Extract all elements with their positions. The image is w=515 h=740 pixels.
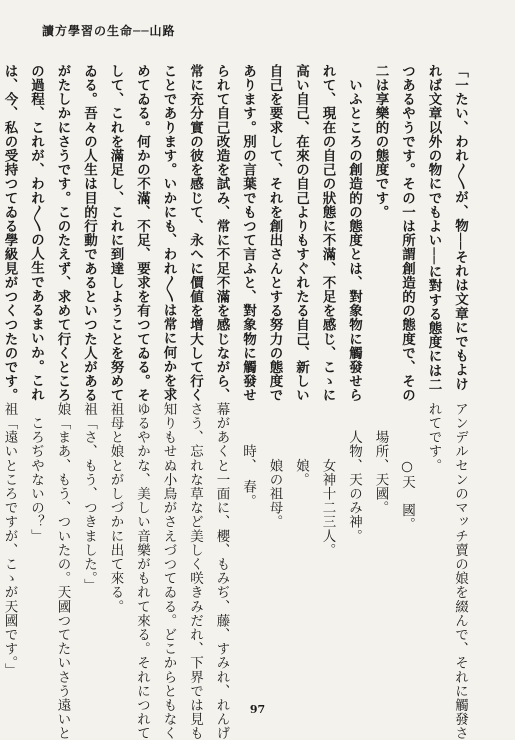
text-line: 二は享樂的の態度です。: [372, 64, 389, 220]
text-line: つあるやうです。その一は所謂創造的の態度で、その: [399, 64, 415, 403]
text-line: 自己を要求して、それを創出さんとする努力の態度で: [266, 64, 283, 403]
running-header: 讀方學習の生命──山路: [42, 24, 176, 38]
text-line: アンデルセンのマッチ賣の娘を綴んで、それに觸發さ: [452, 402, 468, 740]
upper-text-block: [1, 64, 473, 403]
text-line: めてゐる。何かの不滿、不足、要求を有つてゐる。そ: [134, 64, 150, 403]
text-line: られて自己改造を試み、常に不足不滿を感じながら、: [213, 64, 230, 403]
text-line: 人物、天のみ神。: [346, 402, 362, 543]
page-number: 97: [249, 703, 266, 716]
text-line: して、これを滿足し、これに到達しようことを努めて: [107, 64, 124, 403]
text-line: あります。別の言葉でもつて言ふと、對象物に觸發せ: [240, 64, 256, 403]
text-line: ゐる。吾々の人生は目的行動であるといつた人がある: [81, 64, 97, 403]
text-line: れて、現在の自己の狀態に不滿、不足を感じ、こゝに: [319, 64, 336, 403]
text-line: 高い自己、在來の自己よりもすぐれたる自己、新しい: [293, 64, 309, 403]
text-line: 娘。: [293, 402, 309, 487]
text-line: さう、忘れな草など美しく咲きみだれ、下界では見も: [187, 402, 203, 740]
text-line: 祖「さ、もう、つきました。」: [81, 402, 97, 593]
text-line: いふところの創造的の態度とは、對象物に觸發せら: [346, 64, 362, 403]
text-line: ことであります。いかにも、われ〳〵は常に何かを求: [160, 64, 177, 402]
text-line: 娘「まあ、もう、ついたの。天國つてたいさう遠いと: [54, 402, 71, 740]
text-line: 時、 春。: [240, 402, 256, 509]
text-line: 女神十二三人。: [319, 402, 336, 558]
text-line: 娘の祖母。: [266, 402, 283, 529]
text-line: 場所、天國。: [372, 402, 389, 515]
text-line: 幕があくと一面に、櫻、もみぢ、藤、すみれ、れんげ: [213, 402, 230, 740]
text-line: の過程、これが、われ〳〵の人生であるまいか。これ: [28, 64, 44, 402]
text-line: ころぢやないの？」: [28, 402, 44, 543]
text-line: がたしかにさうです。このたえず、求めて行くところ: [54, 64, 71, 403]
text-line: 「一たい、われ〳〵が、物──それは文章にでもよけ: [452, 64, 468, 392]
text-line: れてです。: [425, 402, 442, 473]
text-line: 知りもせぬ小鳥がさえづつてゐる。どこからともなく: [160, 402, 177, 740]
text-line: れば文章以外の物にでもよい──に對する態度には二: [425, 64, 442, 392]
text-line: 常に充分實の彼を感じて、永へに價値を增大して行く: [187, 64, 203, 403]
text-line: 祖母と娘とがしづかに出て來る。: [107, 402, 124, 614]
text-line: は、今、私の受持つてゐる學級見がつくつたのです。: [1, 64, 18, 403]
text-line: ○天 國。: [399, 402, 415, 532]
text-line: ゆるやかな、美しい音樂がもれて來る。それにつれて: [134, 402, 150, 740]
text-line: 祖「遠いところですが、こゝが天國です。」: [1, 402, 18, 678]
